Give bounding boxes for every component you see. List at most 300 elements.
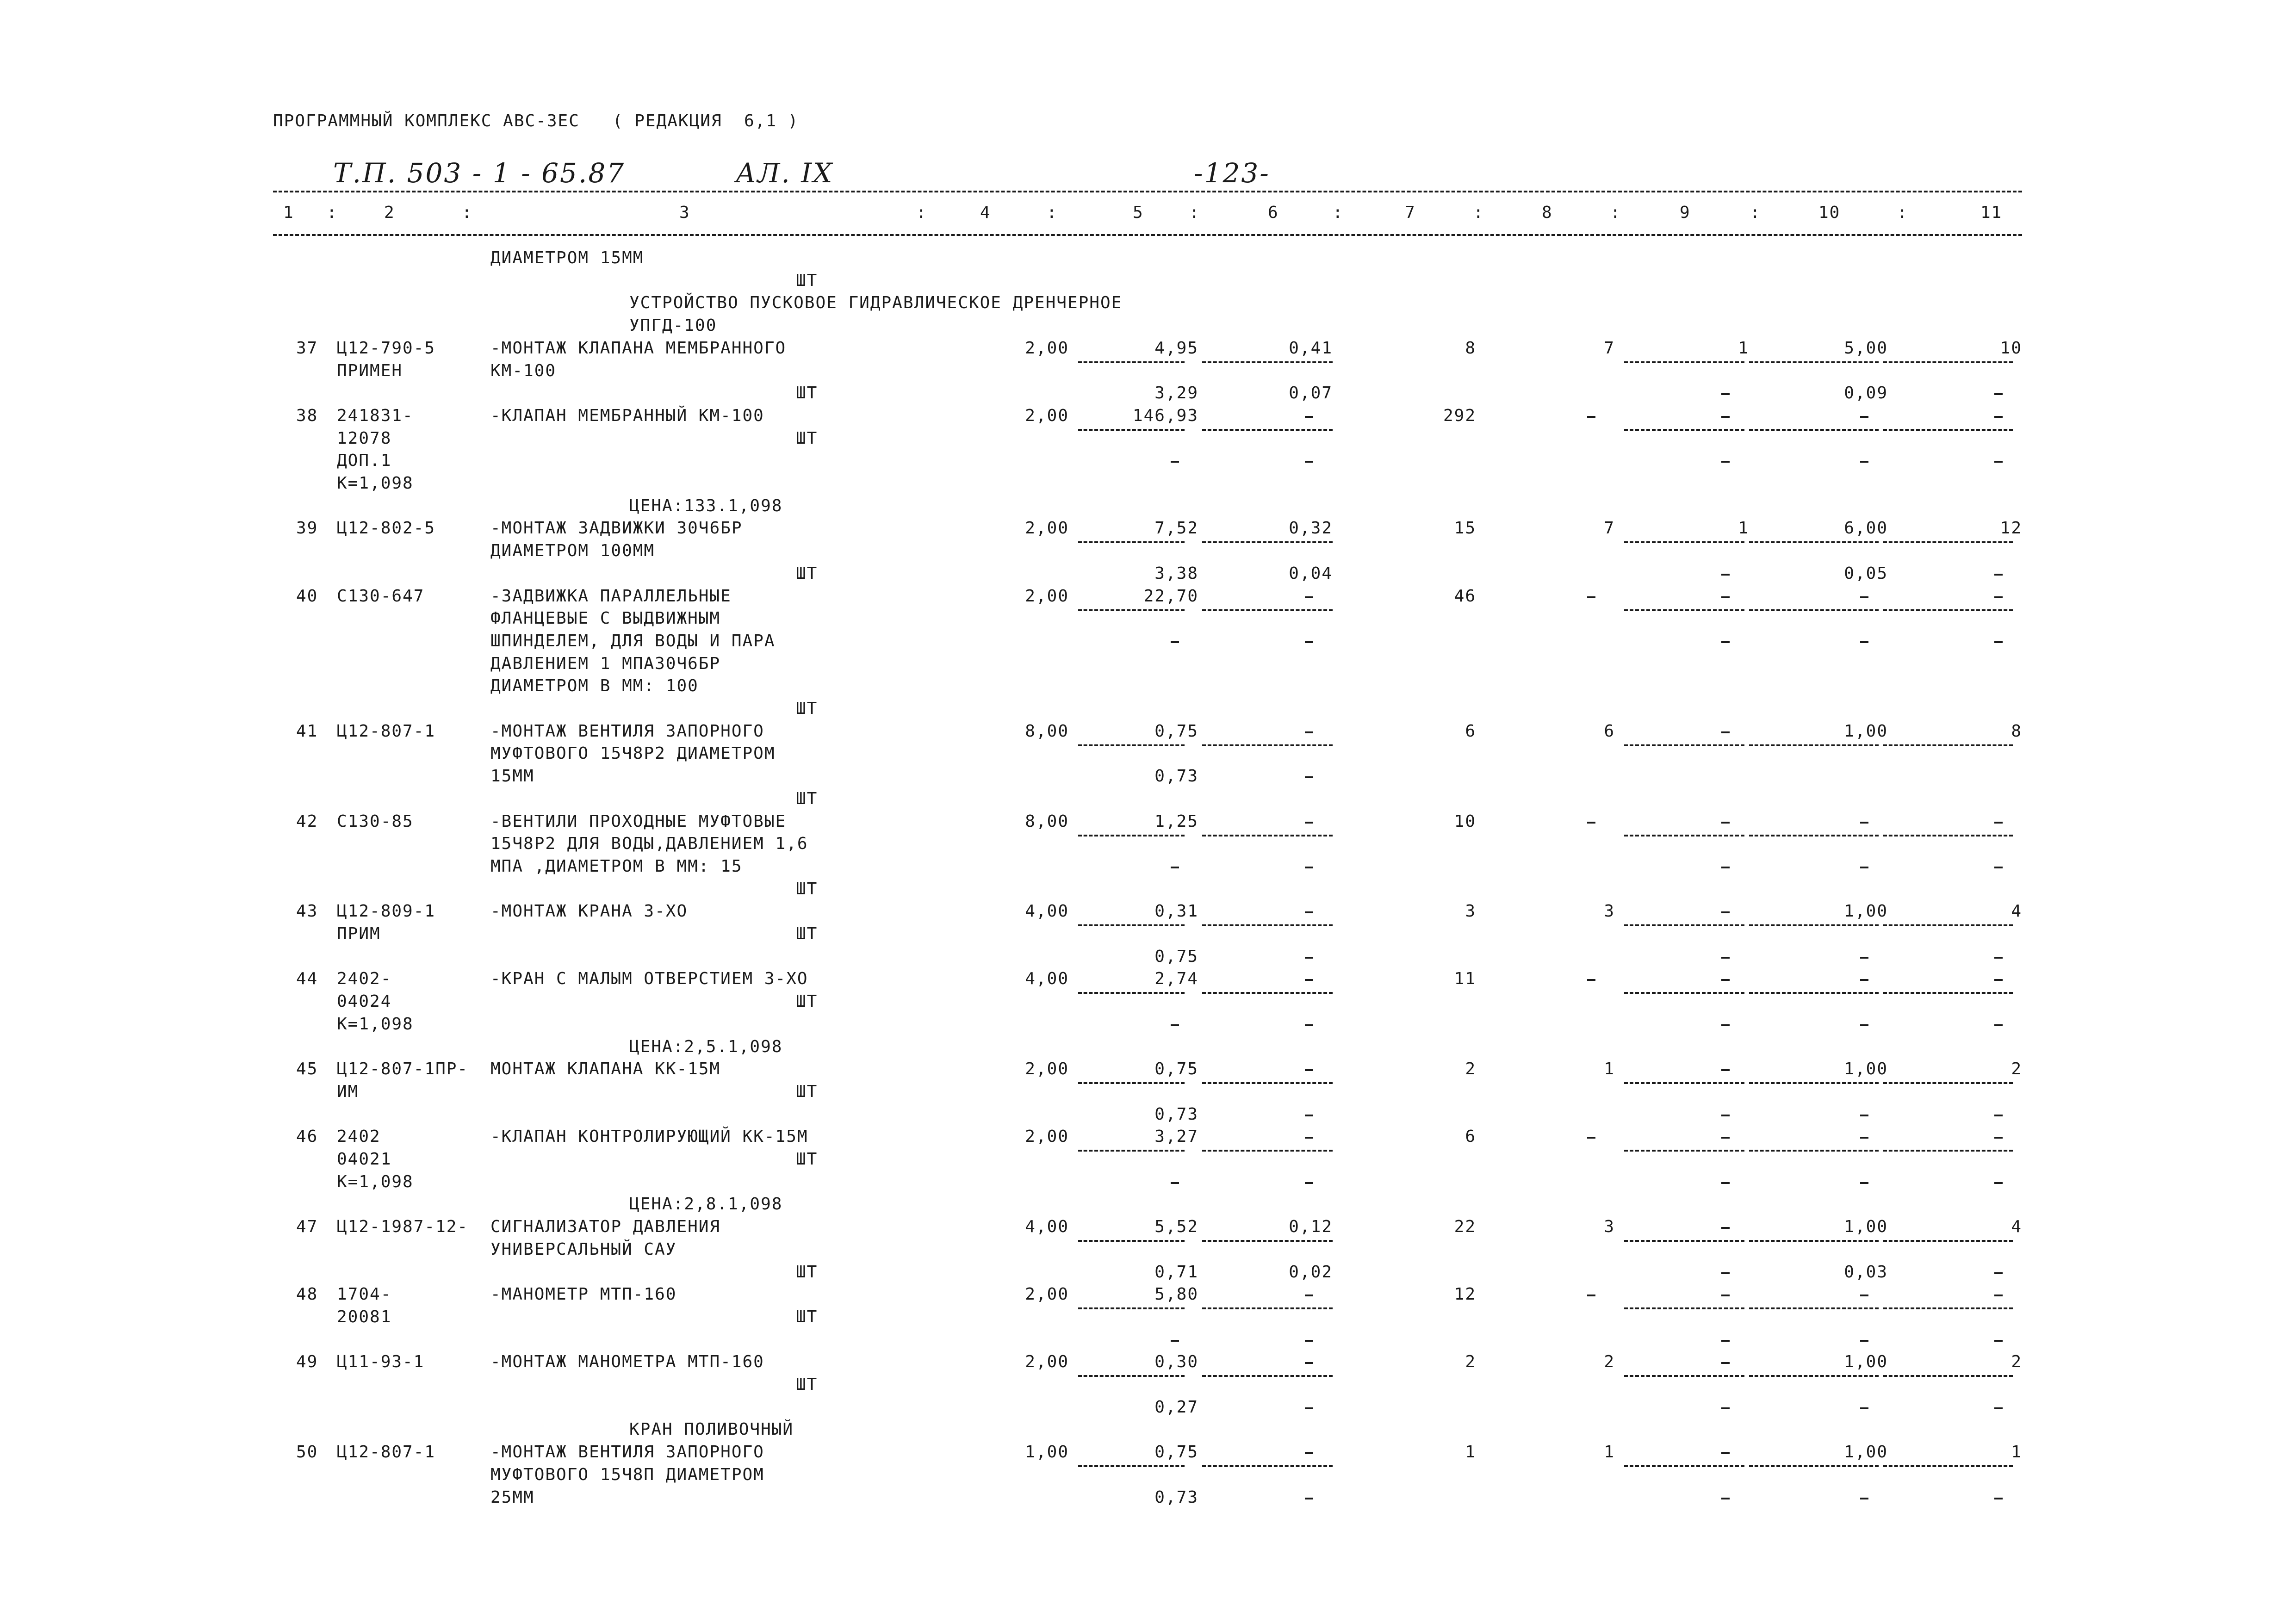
cell-divider [1202, 609, 1333, 611]
cell-divider [1078, 1375, 1185, 1377]
cell-n: 46 [296, 1127, 318, 1146]
cell-v10: 5,00 [1844, 339, 1888, 358]
cell-v8: 3 [1604, 902, 1615, 921]
cell-divider [1749, 609, 1879, 611]
column-header-7: 7 [1405, 203, 1416, 222]
cell-p: 0,75 [1154, 947, 1198, 966]
cell-code: ДОП.1 [337, 451, 392, 470]
cell-p: 2,74 [1154, 969, 1198, 988]
dash-mark [1860, 1498, 1868, 1499]
dash-mark [1305, 1137, 1313, 1139]
cell-n: 41 [296, 722, 318, 741]
dash-mark [1994, 416, 2003, 418]
cell-divider [1624, 361, 1744, 363]
cell-divider [1883, 924, 2013, 926]
cell-divider [1883, 992, 2013, 994]
dash-mark [1994, 1340, 2003, 1342]
cell-c: ШПИНДЕЛЕМ, ДЛЯ ВОДЫ И ПАРА [490, 632, 776, 650]
dash-mark [1721, 1407, 1730, 1409]
cell-c: ЦЕНА:2,5.1,098 [629, 1037, 783, 1056]
cell-v7: 8 [1465, 339, 1476, 358]
cell-divider [1749, 992, 1879, 994]
cell-unit: ШТ [796, 992, 818, 1011]
cell-code: 20081 [337, 1307, 392, 1326]
dash-mark [1994, 957, 2003, 959]
dash-mark [1860, 596, 1868, 598]
cell-q: 2,00 [1025, 1285, 1069, 1304]
cell-divider [1883, 1150, 2013, 1152]
cell-n: 45 [296, 1059, 318, 1078]
cell-q: 4,00 [1025, 902, 1069, 921]
dash-mark [1721, 867, 1730, 868]
dash-mark [1860, 1137, 1868, 1139]
cell-divider [1749, 1240, 1879, 1242]
cell-c: СИГНАЛИЗАТОР ДАВЛЕНИЯ [490, 1217, 721, 1236]
dash-mark [1305, 1407, 1313, 1409]
cell-divider [1749, 835, 1879, 836]
cell-code: Ц12-802-5 [337, 519, 436, 538]
cell-code: Ц12-807-1ПР- [337, 1059, 469, 1078]
dash-mark [1305, 1498, 1313, 1499]
cell-divider [1202, 541, 1333, 543]
cell-divider [1078, 1307, 1185, 1309]
column-header-3: 3 [679, 203, 690, 222]
cell-v7: 6 [1465, 722, 1476, 741]
cell-unit: ШТ [796, 429, 818, 448]
cell-p: 1,25 [1154, 812, 1198, 831]
cell-v7: 22 [1454, 1217, 1476, 1236]
cell-v8: 1 [1604, 1443, 1615, 1462]
cell-v7: 1 [1465, 1443, 1476, 1462]
cell-p: 0,71 [1154, 1263, 1198, 1282]
dash-mark [1994, 1182, 2003, 1184]
cell-c: КРАН ПОЛИВОЧНЫЙ [629, 1420, 794, 1439]
cell-p: 0,75 [1154, 722, 1198, 741]
cell-divider [1749, 1150, 1879, 1152]
dash-mark [1721, 641, 1730, 643]
column-header-11: 11 [1980, 203, 2003, 222]
cell-p: 0,31 [1154, 902, 1198, 921]
cell-divider [1078, 361, 1185, 363]
cell-p: 0,27 [1154, 1398, 1198, 1417]
dash-mark [1171, 1340, 1179, 1342]
cell-q: 8,00 [1025, 812, 1069, 831]
dash-mark [1305, 867, 1313, 868]
dash-mark [1721, 957, 1730, 959]
cell-code: К=1,098 [337, 474, 414, 493]
dash-mark [1587, 979, 1595, 981]
cell-c: -МОНТАЖ КЛАПАНА МЕМБРАННОГО [490, 339, 787, 358]
cell-unit: ШТ [796, 924, 818, 943]
cell-divider [1749, 1465, 1879, 1467]
column-header-4: 4 [980, 203, 991, 222]
dash-mark [1994, 1024, 2003, 1026]
document-code: Т.П. 503 - 1 - 65.87 [333, 157, 626, 189]
dash-mark [1587, 1137, 1595, 1139]
cell-unit: ШТ [796, 384, 818, 403]
dash-mark [1721, 393, 1730, 395]
cell-v8: 6 [1604, 722, 1615, 741]
cell-p: 0,73 [1154, 1105, 1198, 1124]
dash-mark [1994, 574, 2003, 576]
cell-q: 2,00 [1025, 519, 1069, 538]
cell-divider [1624, 992, 1744, 994]
dash-mark [1305, 416, 1313, 418]
cell-p: 0,30 [1154, 1352, 1198, 1371]
cell-v8: 2 [1604, 1352, 1615, 1371]
dash-mark [1860, 1295, 1868, 1296]
dash-mark [1305, 1115, 1313, 1116]
cell-divider [1078, 429, 1185, 431]
cell-p6: 0,02 [1289, 1263, 1333, 1282]
dash-mark [1171, 1024, 1179, 1026]
cell-c: ДИАМЕТРОМ 15ММ [490, 248, 644, 267]
cell-code: 2402- [337, 969, 392, 988]
cell-v10: 1,00 [1844, 902, 1888, 921]
cell-divider [1624, 541, 1744, 543]
dash-mark [1721, 1362, 1730, 1364]
cell-c: МУФТОВОГО 15Ч8П ДИАМЕТРОМ [490, 1465, 764, 1484]
cell-v11: 2 [2011, 1059, 2022, 1078]
cell-code: 241831- [337, 406, 414, 425]
dash-mark [1305, 776, 1313, 778]
cell-unit: ШТ [796, 1375, 818, 1394]
cell-n: 39 [296, 519, 318, 538]
cell-v10: 1,00 [1844, 1217, 1888, 1236]
dash-mark [1721, 574, 1730, 576]
cell-divider [1749, 361, 1879, 363]
dash-mark [1721, 596, 1730, 598]
cell-code: Ц12-807-1 [337, 722, 436, 741]
cell-n: 49 [296, 1352, 318, 1371]
cell-v8: 7 [1604, 339, 1615, 358]
rule-top [273, 191, 2022, 192]
cell-p: 22,70 [1143, 587, 1198, 606]
cell-unit: ШТ [796, 1307, 818, 1326]
cell-v11: 2 [2011, 1352, 2022, 1371]
cell-code: ИМ [337, 1082, 359, 1101]
cell-divider [1624, 1375, 1744, 1377]
cell-code: Ц12-809-1 [337, 902, 436, 921]
cell-code: С130-647 [337, 587, 425, 606]
dash-mark [1587, 1295, 1595, 1296]
cell-v7: 15 [1454, 519, 1476, 538]
dash-mark [1305, 1182, 1313, 1184]
dash-mark [1860, 957, 1868, 959]
column-header-9: 9 [1680, 203, 1691, 222]
cell-n: 48 [296, 1285, 318, 1304]
dash-mark [1994, 1295, 2003, 1296]
dash-mark [1721, 822, 1730, 824]
cell-divider [1624, 1150, 1744, 1152]
dash-mark [1994, 641, 2003, 643]
column-header-2: 2 [384, 203, 395, 222]
dash-mark [1994, 867, 2003, 868]
cell-p6: 0,12 [1289, 1217, 1333, 1236]
cell-code: С130-85 [337, 812, 414, 831]
cell-p: 3,27 [1154, 1127, 1198, 1146]
cell-divider [1202, 835, 1333, 836]
cell-v10: 0,09 [1844, 384, 1888, 403]
cell-c: ЦЕНА:2,8.1,098 [629, 1195, 783, 1214]
cell-v11: 1 [2011, 1443, 2022, 1462]
dash-mark [1305, 979, 1313, 981]
column-separator: : [1750, 203, 1761, 222]
cell-v11: 4 [2011, 902, 2022, 921]
dash-mark [1860, 1340, 1868, 1342]
cell-code: 1704- [337, 1285, 392, 1304]
cell-n: 42 [296, 812, 318, 831]
cell-divider [1624, 1240, 1744, 1242]
dash-mark [1721, 1452, 1730, 1454]
dash-mark [1305, 822, 1313, 824]
cell-n: 38 [296, 406, 318, 425]
dash-mark [1305, 641, 1313, 643]
dash-mark [1860, 416, 1868, 418]
dash-mark [1860, 822, 1868, 824]
dash-mark [1721, 1024, 1730, 1026]
cell-divider [1078, 1240, 1185, 1242]
cell-unit: ШТ [796, 564, 818, 583]
cell-divider [1078, 835, 1185, 836]
cell-code: 04021 [337, 1150, 392, 1169]
cell-divider [1749, 1375, 1879, 1377]
cell-divider [1624, 835, 1744, 836]
dash-mark [1860, 1407, 1868, 1409]
cell-code: ПРИМ [337, 924, 381, 943]
cell-v7: 6 [1465, 1127, 1476, 1146]
cell-v7: 3 [1465, 902, 1476, 921]
cell-p: 0,75 [1154, 1059, 1198, 1078]
column-separator: : [1897, 203, 1908, 222]
cell-c: -КРАН С МАЛЫМ ОТВЕРСТИЕМ 3-ХО [490, 969, 808, 988]
cell-divider [1624, 744, 1744, 746]
cell-v11: 8 [2011, 722, 2022, 741]
cell-divider [1078, 744, 1185, 746]
cell-divider [1749, 1082, 1879, 1084]
cell-divider [1883, 1082, 2013, 1084]
cell-v8: 3 [1604, 1217, 1615, 1236]
cell-p6: 0,32 [1289, 519, 1333, 538]
cell-v7: 12 [1454, 1285, 1476, 1304]
cell-divider [1883, 541, 2013, 543]
column-separator: : [916, 203, 927, 222]
column-separator: : [1610, 203, 1621, 222]
cell-n: 50 [296, 1443, 318, 1462]
cell-unit: ШТ [796, 880, 818, 898]
dash-mark [1305, 461, 1313, 463]
cell-unit: ШТ [796, 699, 818, 718]
cell-p6: 0,04 [1289, 564, 1333, 583]
cell-divider [1624, 1082, 1744, 1084]
cell-divider [1202, 1150, 1333, 1152]
cell-divider [1202, 1375, 1333, 1377]
cell-p: 5,80 [1154, 1285, 1198, 1304]
column-header-1: 1 [283, 203, 294, 222]
cell-p: 0,73 [1154, 1488, 1198, 1507]
column-separator: : [462, 203, 473, 222]
dash-mark [1994, 461, 2003, 463]
cell-code: 12078 [337, 429, 392, 448]
cell-c: -МОНТАЖ ВЕНТИЛЯ ЗАПОРНОГО [490, 1443, 764, 1462]
cell-v7: 292 [1443, 406, 1476, 425]
dash-mark [1721, 1272, 1730, 1274]
cell-divider [1883, 1465, 2013, 1467]
cell-q: 2,00 [1025, 1127, 1069, 1146]
dash-mark [1305, 957, 1313, 959]
cell-p: 7,52 [1154, 519, 1198, 538]
column-header-8: 8 [1542, 203, 1553, 222]
cell-v8: 7 [1604, 519, 1615, 538]
cell-v9: 1 [1738, 339, 1749, 358]
cell-v10: 1,00 [1844, 1443, 1888, 1462]
dash-mark [1860, 867, 1868, 868]
dash-mark [1171, 641, 1179, 643]
dash-mark [1721, 1137, 1730, 1139]
cell-c: МПА ,ДИАМЕТРОМ В ММ: 15 [490, 857, 743, 876]
column-header-6: 6 [1268, 203, 1279, 222]
cell-code: Ц12-807-1 [337, 1443, 436, 1462]
cell-divider [1078, 992, 1185, 994]
column-separator: : [327, 203, 338, 222]
dash-mark [1587, 596, 1595, 598]
cell-v10: 0,05 [1844, 564, 1888, 583]
cell-divider [1202, 1465, 1333, 1467]
dash-mark [1721, 1498, 1730, 1499]
cell-v11: 10 [2000, 339, 2022, 358]
dash-mark [1994, 596, 2003, 598]
cell-code: Ц11-93-1 [337, 1352, 425, 1371]
cell-v7: 11 [1454, 969, 1476, 988]
cell-divider [1883, 1307, 2013, 1309]
dash-mark [1171, 867, 1179, 868]
cell-q: 2,00 [1025, 1059, 1069, 1078]
cell-unit: ШТ [796, 271, 818, 290]
cell-p: 3,29 [1154, 384, 1198, 403]
cell-p: 0,73 [1154, 767, 1198, 786]
dash-mark [1994, 1498, 2003, 1499]
cell-n: 44 [296, 969, 318, 988]
dash-mark [1305, 1452, 1313, 1454]
dash-mark [1305, 1362, 1313, 1364]
cell-divider [1624, 924, 1744, 926]
cell-c: ДАВЛЕНИЕМ 1 МПА30Ч6БР [490, 654, 721, 673]
dash-mark [1721, 1295, 1730, 1296]
cell-v7: 2 [1465, 1352, 1476, 1371]
dash-mark [1305, 1295, 1313, 1296]
cell-v10: 1,00 [1844, 1352, 1888, 1371]
dash-mark [1721, 1115, 1730, 1116]
cell-p: 3,38 [1154, 564, 1198, 583]
cell-c: ЦЕНА:133.1,098 [629, 496, 783, 515]
cell-unit: ШТ [796, 1150, 818, 1169]
cell-c: ДИАМЕТРОМ В ММ: 100 [490, 676, 699, 695]
cell-divider [1078, 1150, 1185, 1152]
cell-divider [1078, 1082, 1185, 1084]
cell-c: УПГД-100 [629, 316, 717, 335]
cell-divider [1202, 1307, 1333, 1309]
dash-mark [1860, 461, 1868, 463]
cell-divider [1624, 429, 1744, 431]
dash-mark [1721, 731, 1730, 733]
cell-c: -МОНТАЖ ВЕНТИЛЯ ЗАПОРНОГО [490, 722, 764, 741]
dash-mark [1994, 393, 2003, 395]
column-header-5: 5 [1133, 203, 1144, 222]
cell-code: 2402 [337, 1127, 381, 1146]
cell-divider [1202, 429, 1333, 431]
cell-code: К=1,098 [337, 1172, 414, 1191]
cell-divider [1883, 835, 2013, 836]
cell-v7: 2 [1465, 1059, 1476, 1078]
dash-mark [1860, 641, 1868, 643]
cell-unit: ШТ [796, 1082, 818, 1101]
cell-divider [1624, 1465, 1744, 1467]
cell-c: -МОНТАЖ МАНОМЕТРА МТП-160 [490, 1352, 764, 1371]
dash-mark [1587, 822, 1595, 824]
cell-c: КМ-100 [490, 361, 557, 380]
cell-c: ДИАМЕТРОМ 100ММ [490, 541, 655, 560]
page-number: -123- [1194, 157, 1270, 189]
cell-q: 1,00 [1025, 1443, 1069, 1462]
cell-p: 4,95 [1154, 339, 1198, 358]
dash-mark [1721, 461, 1730, 463]
cell-c: УНИВЕРСАЛЬНЫЙ САУ [490, 1240, 677, 1259]
album-number: АЛ. IX [736, 157, 834, 189]
dash-mark [1721, 979, 1730, 981]
cell-divider [1078, 609, 1185, 611]
dash-mark [1305, 731, 1313, 733]
dash-mark [1721, 1182, 1730, 1184]
cell-c: 15ММ [490, 767, 534, 786]
cell-code: ПРИМЕН [337, 361, 403, 380]
cell-c: -КЛАПАН МЕМБРАННЫЙ КМ-100 [490, 406, 764, 425]
cell-divider [1202, 1240, 1333, 1242]
dash-mark [1305, 596, 1313, 598]
dash-mark [1305, 911, 1313, 913]
cell-n: 43 [296, 902, 318, 921]
cell-code: Ц12-790-5 [337, 339, 436, 358]
cell-c: МУФТОВОГО 15Ч8Р2 ДИАМЕТРОМ [490, 744, 776, 763]
cell-divider [1078, 541, 1185, 543]
cell-q: 2,00 [1025, 587, 1069, 606]
cell-divider [1883, 361, 2013, 363]
cell-v10: 1,00 [1844, 722, 1888, 741]
cell-divider [1749, 1307, 1879, 1309]
column-separator: : [1047, 203, 1058, 222]
cell-divider [1749, 744, 1879, 746]
cell-n: 47 [296, 1217, 318, 1236]
cell-unit: ШТ [796, 1263, 818, 1282]
cell-divider [1883, 1240, 2013, 1242]
cell-divider [1749, 429, 1879, 431]
cell-divider [1883, 744, 2013, 746]
dash-mark [1994, 822, 2003, 824]
cell-n: 40 [296, 587, 318, 606]
dash-mark [1721, 416, 1730, 418]
column-separator: : [1333, 203, 1344, 222]
cell-q: 8,00 [1025, 722, 1069, 741]
cell-c: МОНТАЖ КЛАПАНА КК-15М [490, 1059, 721, 1078]
column-header-10: 10 [1818, 203, 1841, 222]
cell-c: -ВЕНТИЛИ ПРОХОДНЫЕ МУФТОВЫЕ [490, 812, 787, 831]
cell-p: 5,52 [1154, 1217, 1198, 1236]
cell-divider [1078, 924, 1185, 926]
dash-mark [1994, 1115, 2003, 1116]
cell-divider [1883, 1375, 2013, 1377]
cell-divider [1202, 361, 1333, 363]
cell-code: Ц12-1987-12- [337, 1217, 469, 1236]
cell-unit: ШТ [796, 789, 818, 808]
